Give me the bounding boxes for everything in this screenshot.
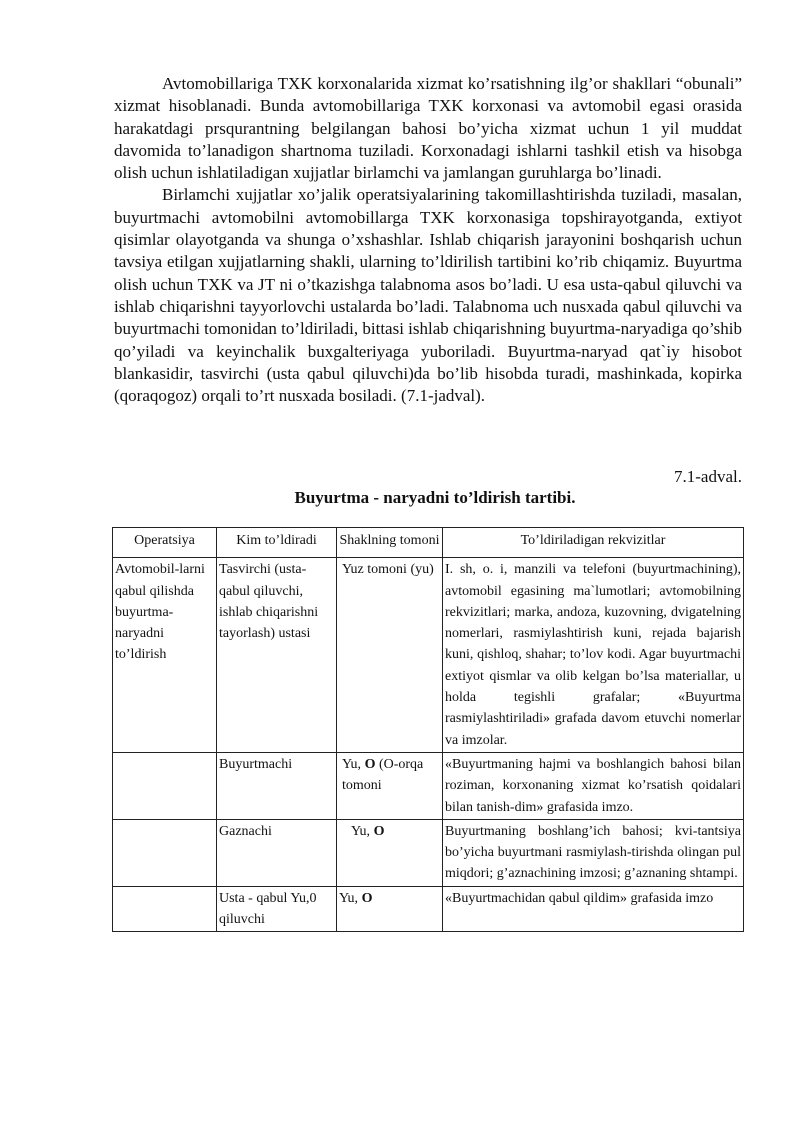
table-number: 7.1-adval. (674, 467, 742, 486)
cell-details: I. sh, o. i, manzili va telefoni (buyurtmachining), avtomobil egasining ma`lumotlari; avtomobilning rekvizitlari; marka, andoza, kuzovning, dvigatelning nomerlari, rasmiylashtirish kuni, rejada bajarish kuni, qishloq, shahar; to’lov kodi. Agar buyurtmachi extiyot qismlar va olib kelgan bo’lsa materiallar, u holda tegishli grafalar; «Buyurtma rasmiylashtiriladi» grafada davom etuvchi nomerlar va imzolar. (443, 558, 744, 753)
side-text: Yuz tomoni (yu) (342, 562, 434, 578)
cell-details: Buyurtmaning boshlang’ich bahosi; kvi-tantsiya bo’yicha buyurtmani rasmiylash-tirishda olingan pul miqdori; g’aznachining imzosi; g’aznaning shtampi. (443, 819, 744, 886)
side-bold: O (364, 756, 376, 772)
side-bold: O (373, 823, 385, 839)
side-text: Yu, (342, 756, 365, 772)
cell-operation (113, 886, 217, 932)
requisites-table (112, 527, 744, 932)
paragraph-1: Avtomobillariga TXK korxonalarida xizmat ko’rsatishning ilg’or shakllari “obunali” xizmat hisoblanadi. Bunda avtomobillariga TXK korxonasi va avtomobil egasi orasida harakatdagi prsqurantning belgilangan bahosi bo’yicha xizmat uchun 1 yil muddat davomida to’lanadigon shartnoma tuziladi. Korxonadagi ishlarni tashkil etish va hisobga olish uchun ishlatiladigan xujjatlar birlamchi va jamlangan guruhlarga bo’linadi. (114, 74, 742, 183)
cell-details: «Buyurtmaning hajmi va boshlangich bahosi bilan roziman, korxonaning xizmat ko’rsatish qoidalari bilan tanish-dim» grafasida imzo. (443, 752, 744, 819)
header-form-side: Shaklning tomoni (337, 528, 443, 558)
side-text: Yu, (339, 890, 362, 906)
header-requisites: To’ldiriladigan rekvizitlar (443, 528, 744, 558)
table-row (113, 886, 744, 932)
cell-who: Tasvirchi (usta-qabul qiluvchi, ishlab chiqarishni tayorlash) ustasi (217, 558, 337, 753)
table-title: Buyurtma - naryadni to’ldirish tartibi. (294, 488, 576, 507)
side-text: Yu, (351, 823, 374, 839)
cell-details: «Buyurtmachidan qabul qildim» grafasida imzo (443, 886, 744, 932)
cell-side (337, 752, 443, 819)
cell-who: Usta - qabul Yu,0 qiluvchi (217, 886, 337, 932)
side-suffix: (O-orqa tomoni (342, 756, 424, 794)
table-row (113, 752, 744, 819)
cell-who: Buyurtmachi (217, 752, 337, 819)
header-who-fills: Kim to’ldiradi (217, 528, 337, 558)
cell-side (337, 886, 443, 932)
cell-side (337, 819, 443, 886)
cell-who: Gaznachi (217, 819, 337, 886)
header-operation: Operatsiya (113, 528, 217, 558)
cell-operation: Avtomobil-larni qabul qilishda buyurtma-naryadni to’ldirish (113, 558, 217, 753)
paragraph-2: Birlamchi xujjatlar xo’jalik operatsiyalarining takomillashtirishda tuziladi, masalan, buyurtmachi avtomobilni avtomobillarga TXK korxonasiga topshirayotganda, extiyot qisimlar olayotganda va shunga o’xshashlar. Ishlab chiqarish jarayonini boshqarish uchun tavsiya etilgan xujjatlarning shakli, ularning to’ldirilish tartibini ko’rib chiqamiz. Buyurtma olish uchun TXK va JT ni o’tkazishga talabnoma asos bo’ladi. U esa usta-qabul qiluvchi va ishlab chiqarishni tayyorlovchi ustalarda bo’ladi. Talabnoma uch nusxada qabul qiluvchi va buyurtmachi tomonidan to’ldiriladi, bittasi ishlab chiqarishning buyurtma-naryadiga qo’shib qo’yiladi va keyinchalik buxgalteriyaga yuboriladi. Buyurtma-naryad qat`iy hisobot blankasidir, tasvirchi (usta qabul qiluvchi)da bo’lib hisobda turadi, mashinkada, kopirka (qoraqogoz) orqali to’rt nusxada bosiladi. (7.1-jadval). (114, 185, 742, 406)
cell-side (337, 558, 443, 753)
table-row (113, 819, 744, 886)
side-bold: O (361, 890, 373, 906)
cell-operation (113, 752, 217, 819)
cell-operation (113, 819, 217, 886)
table-row (113, 558, 744, 753)
body-text (114, 73, 742, 407)
table-header-row (113, 528, 744, 558)
